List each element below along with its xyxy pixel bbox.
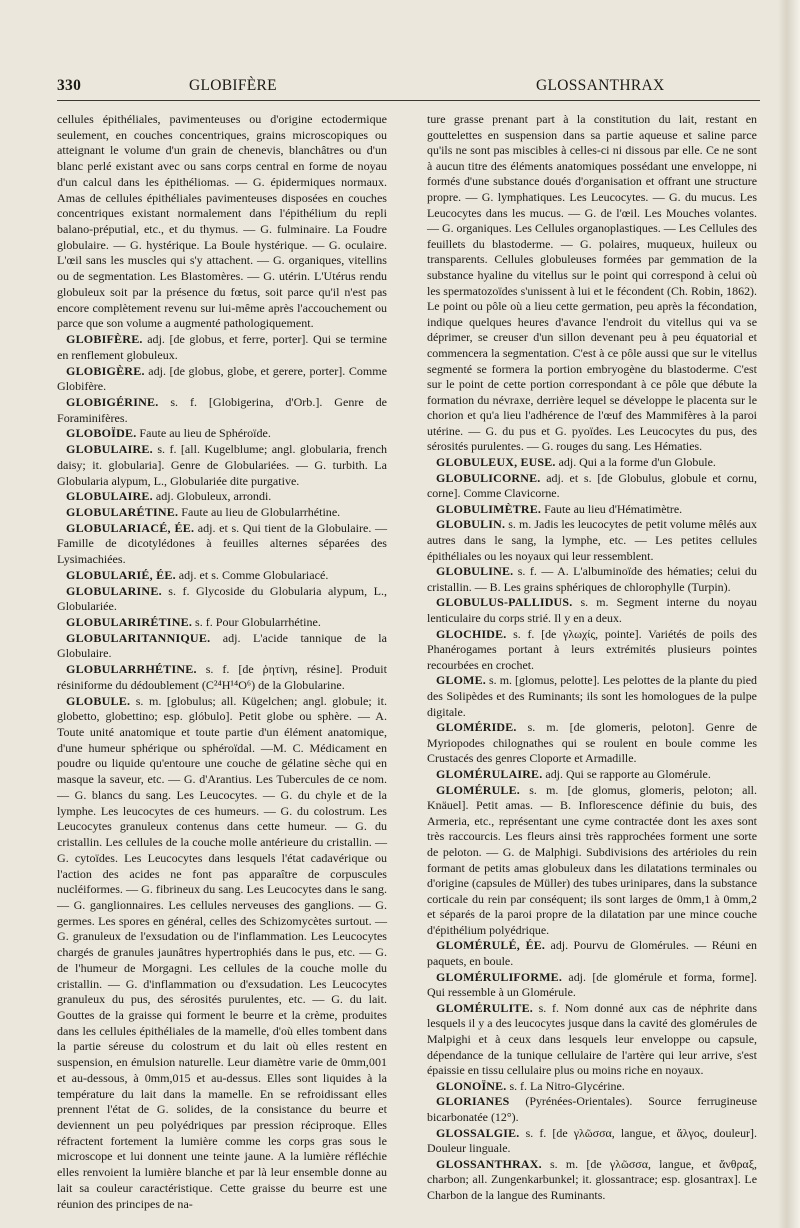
entry-text: adj. Qui a la forme d'un Globule. — [555, 455, 716, 470]
entry-text: (Pyrénées-Orientales). Source ferrugineuse bicarbonatée (12°). — [427, 1094, 757, 1124]
entry-headword: GLOMÉRULIFORME. — [436, 969, 563, 984]
entry-headword: GLOBOÏDE. — [66, 426, 137, 441]
entry-text: s. m. Segment interne du noyau lenticulaire du corps strié. Il y en a deux. — [427, 595, 757, 625]
entry-text: adj. Pourvu de Glomérules. — Réuni en paquets, en boule. — [427, 938, 757, 969]
entry-headword: GLOBIGÉRINE. — [66, 394, 159, 409]
entry-headword: GLOMÉRULITE. — [436, 1000, 533, 1015]
entry-headword: GLOBULIN. — [436, 517, 506, 532]
dictionary-entry — [57, 442, 387, 489]
entry-headword: GLOBULARÉTINE. — [66, 504, 179, 519]
dictionary-entry — [427, 1126, 757, 1157]
dictionary-entry — [427, 455, 757, 471]
dictionary-entry — [57, 631, 387, 662]
header-rule — [57, 100, 760, 101]
dictionary-entry — [427, 517, 757, 564]
entry-text: s. f. [de γλῶσσα, langue, et ἄλγος, douleur]. Douleur linguale. — [427, 1125, 757, 1156]
entry-text: Faute au lieu de Globularrhétine. — [178, 504, 341, 519]
entry-headword: GLOBIFÈRE. — [66, 332, 143, 347]
entry-text: s. f. La Nitro-Glycérine. — [506, 1078, 625, 1093]
page-edge — [778, 0, 800, 1228]
entry-text: Faute au lieu d'Hématimètre. — [541, 501, 683, 516]
entry-text: adj. [de globus, et ferre, porter]. Qui se termine en renflement globuleux. — [57, 332, 387, 362]
dictionary-entry — [57, 662, 387, 693]
entry-headword: GLOBULAIRE. — [66, 489, 153, 504]
dictionary-entry — [57, 521, 387, 568]
dictionary-entry — [57, 489, 387, 505]
dictionary-entry — [427, 502, 757, 518]
entry-headword: GLONOÏNE. — [436, 1078, 507, 1093]
entry-headword: GLOMÉRULAIRE. — [436, 766, 543, 781]
entry-text: s. m. [de γλῶσσα, langue, et ἄνθραξ, charbon; all. Zungenkarbunkel; it. glossantrace; esp. glosantrax]. Le Charbon de la langue des Ruminants. — [427, 1156, 757, 1202]
left-column — [57, 112, 387, 1212]
entry-headword: GLOBULICORNE. — [436, 470, 541, 485]
dictionary-entry — [427, 595, 757, 626]
dictionary-entry — [57, 364, 387, 395]
entry-headword: GLOBULARIRÉTINE. — [66, 615, 193, 629]
dictionary-entry — [427, 112, 757, 455]
entry-text: s. f. [de ῥητίνη, résine]. Produit résiniforme du dédoublement (C²⁴H¹⁴O⁶) de la Globularine. — [57, 662, 387, 692]
entry-text: s. f. Nom donné aux cas de néphrite dans lesquels il y a des leucocytes jusque dans la cavité des glomérules de Malpighi et à ceux dans lesquels leur enveloppe ou capsule, dépendance de la tunique cellulaire de l'artère qui leur arrive, s'est épaissie en tissu cellulaire plus ou moins riche en noyaux. — [427, 1000, 757, 1078]
dictionary-entry — [57, 615, 387, 631]
entry-text: adj. L'acide tannique de la Globulaire. — [57, 630, 387, 661]
entry-text: s. f. [all. Kugelblume; angl. globularia, french daisy; it. globularia]. Genre de Globulariées. — G. turbith. La Globularia alypum, L., Globulariée dite purgative. — [57, 442, 387, 488]
entry-text: s. f. Pour Globularrhétine. — [192, 615, 321, 629]
entry-headword: GLOBULARIACÉ, ÉE. — [66, 520, 195, 535]
entry-text: ture grasse prenant part à la constitution du lait, restant en gouttelettes en suspension dans sa partie aqueuse et saline parce qu'ils ne sont pas miscibles à celles-ci ni dissous par elle. Ce ne sont à aucun titre des éléments anatomiques possédant une enveloppe, ni formés d'une substance doués d'organisation et offrant une structure propre. — G. lymphatiques. Les Leucocytes. — G. du mucus. Les Leucocytes dans les mucus. — G. de l'œil. Les Mouches volantes. — G. organiques. Les Cellules organoplastiques. — Les Cellules des feuillets du blastoderme. — G. polaires, muqueux, huileux ou transparents. Cellules globuleuses formées par gemmation de la substance hyaline du vitellus sur le point qui correspond à celui où les spermatozoïdes s'unissent à lui et le fécondent (Ch. Robin, 1862). Le point ou pôle où a lieu cette germation, peu après la fécondation, indique quelques heures d'avance l'endroit du vitellus qui va se déprimer, se creuser d'un sillon devenant peu à peu équatorial et commencera la segmentation. C'est à ce pôle aussi que sur le vitellus segmenté se formera la portion embryogène du blastoderme. C'est sur le point de cette portion correspondant à ce pôle que débute la formation du névraxe, derrière lequel se développe le placenta sur le chorion et qu'a lieu l'adhérence de l'œuf des Mammifères à la paroi utérine. — G. du pus et G. pyoïdes. Les Leucocytes du pus, des sérosités purulentes. — G. rouges du sang. Les Hématies. — [427, 112, 757, 454]
entry-headword: GLOBULE. — [66, 693, 131, 708]
dictionary-entry — [427, 767, 757, 783]
entry-text: s. m. [de glomus, glomeris, peloton; all. Knäuel]. Petit amas. — B. Inflorescence définie du buis, des Armeria, etc., représentant une cyme contractée dont les axes sont très raccourcis. Les fleurs ainsi très rapprochées forment une sorte de peloton. — G. de Malphigi. Subdivisions des artérioles du rein formant de petits amas globuleux dans les dilatations terminales ou d'origine (capsules de Müller) des tubes urinipares, dans la substance corticale du rein par conséquent; ils sont larges de 0mm,1 à 0mm,2 et séparés de la paroi propre de la dilatation par une mince couche d'épithélium polyédrique. — [427, 782, 757, 937]
dictionary-entry — [57, 112, 387, 332]
entry-text: s. f. — A. L'albuminoïde des hématies; celui du cristallin. — B. Les grains sphériques de chlorophylle (Turpin). — [427, 564, 757, 594]
dictionary-entry — [57, 395, 387, 426]
right-running-head: GLOSSANTHRAX — [536, 77, 665, 94]
entry-text: cellules épithéliales, pavimenteuses ou d'origine ectodermique seulement, en couches concentriques, grains microscopiques ou atteignant le volume d'un grain de chenevis, blanchâtres ou d'un blanc perlé existant avec ou sans corps central en forme de noyau d'un calcul dans les épithéliomas. — G. épidermiques normaux. Amas de cellules épithéliales pavimenteuses disposées en couches concentriques existant normalement dans l'épithélium du repli balano-préputial, etc., et du thymus. — G. fulminaire. La Foudre globulaire. — G. hystérique. La Boule hystérique. — G. oculaire. L'œil sans les muscles qui s'y attachent. — G. organiques, vitellins ou de segmentation. Les Blastomères. — G. utérin. L'Utérus rendu globuleux soit par la présence du fœtus, soit parce qu'il n'est pas encore complètement revenu sur lui-même après l'accouchement ou parce que son volume a augmenté pathologiquement. — [57, 112, 387, 331]
dictionary-entry — [427, 564, 757, 595]
entry-text: s. m. [glomus, pelotte]. Les pelottes de la plante du pied des Solipèdes et des Ruminants; ils sont les homologues de la pulpe digitale. — [427, 673, 757, 719]
entry-text: adj. Globuleux, arrondi. — [152, 489, 272, 504]
page-number: 330 — [57, 77, 82, 94]
entry-headword: GLOSSANTHRAX. — [436, 1156, 542, 1171]
dictionary-entry — [427, 627, 757, 674]
entry-headword: GLOME. — [436, 673, 486, 688]
dictionary-entry — [57, 568, 387, 584]
entry-headword: GLOBULUS-PALLIDUS. — [436, 595, 573, 610]
entry-text: s. f. Glycoside du Globularia alypum, L., Globulariée. — [57, 583, 387, 614]
dictionary-entry — [57, 694, 387, 1213]
dictionary-entry — [427, 1157, 757, 1204]
right-column — [427, 112, 757, 1204]
entry-text: Faute au lieu de Sphéroïde. — [136, 426, 271, 441]
entry-text: s. m. [de glomeris, peloton]. Genre de Myriopodes chilognathes qui se roulent en boule comme les Crustacés des genres Cloporte et Armadille. — [427, 720, 757, 766]
dictionary-entry — [427, 1079, 757, 1095]
left-running-head: GLOBIFÈRE — [189, 77, 277, 94]
entry-headword: GLOBULARINE. — [66, 583, 162, 598]
entry-text: adj. et s. Comme Globulariacé. — [175, 567, 329, 582]
dictionary-entry — [427, 1001, 757, 1079]
dictionary-entry — [57, 426, 387, 442]
dictionary-entry — [427, 673, 757, 720]
dictionary-entry — [57, 505, 387, 521]
dictionary-entry — [427, 720, 757, 767]
entry-headword: GLOBULARITANNIQUE. — [66, 630, 211, 645]
entry-headword: GLOBULEUX, EUSE. — [436, 455, 556, 470]
entry-headword: GLORIANES — [436, 1094, 510, 1109]
entry-headword: GLOMÉRIDE. — [436, 720, 517, 735]
dictionary-entry — [57, 584, 387, 615]
entry-text: adj. Qui se rapporte au Glomérule. — [542, 766, 711, 781]
entry-text: adj. [de glomérule et forma, forme]. Qui ressemble à un Glomérule. — [427, 969, 757, 1000]
dictionary-entry — [427, 938, 757, 969]
entry-headword: GLOMÉRULE. — [436, 782, 520, 797]
entry-headword: GLOBULIMÈTRE. — [436, 501, 542, 516]
entry-text: adj. et s. [de Globulus, globule et cornu, corne]. Comme Clavicorne. — [427, 470, 757, 501]
entry-headword: GLOBULINE. — [436, 564, 514, 579]
entry-headword: GLOBULARRHÉTINE. — [66, 662, 197, 677]
dictionary-entry — [57, 332, 387, 363]
entry-text: s. m. Jadis les leucocytes de petit volume mêlés aux autres dans le sang, la lymphe, etc. — Les petites cellules épithéliales ou les noyaux qui leur ressemblent. — [427, 517, 757, 563]
dictionary-entry — [427, 783, 757, 939]
entry-headword: GLOCHIDE. — [436, 626, 507, 641]
entry-headword: GLOMÉRULÉ, ÉE. — [436, 938, 546, 953]
entry-headword: GLOBIGÈRE. — [66, 363, 145, 378]
entry-headword: GLOBULARIÉ, ÉE. — [66, 567, 176, 582]
dictionary-entry — [427, 970, 757, 1001]
entry-text: s. m. [globulus; all. Kügelchen; angl. globule; it. globetto, globettino; esp. glóbulo]. Petit globe ou sphère. — A. Toute unité anatomique et toute partie d'un élément anatomique, d'une humeur sphérique ou sphéroïdal. —M. C. Médicament en poudre ou liquide qu'entoure une couche de gélatine sèche qui en masque la saveur, etc. — G. d'Arantius. Les Tubercules de ce nom. — G. blancs du sang. Les Leucocytes. — G. du chyle et de la lymphe. Les leucocytes de ces humeurs. — G. du colostrum. Les Leucocytes granuleux contenus dans cette humeur. — G. du cristallin. Les cellules de la couche molle antérieure du cristallin. — G. cytoïdes. Les Leucocytes dans lesquels l'état cadavérique ou l'action des acides ne font pas apparaître de corpuscules nucléiformes. — G. fibrineux du sang. Les Leucocytes dans le sang. — G. ganglionnaires. Les cellules nerveuses des ganglions. — G. germes. Les spores en général, celles des Schizomycètes surtout. — G. granuleux de l'exsudation ou de l'inflammation. Les Leucocytes chargés de granules jaunâtres hypertrophiés dans le pus, etc. — G. de l'humeur de Morgagni. Les cellules de la couche molle du cristallin. — G. d'inflammation ou d'exsudation. Les Leucocytes granuleux du pus, des sérosités purulentes, etc. — G. du lait. Gouttes de la graisse qui forment le beurre et la crème, produites dans les cellules épithéliales de la mamelle, d'où elles tombent dans la partie séreuse du colostrum et du lait où elles restent en suspension, en émulsion naturelle. Leur diamètre varie de 0mm,001 et au-dessous, à 0mm,015 et au-dessus. Elles sont liquides à la température du lait dans la mamelle. En se refroidissant elles prennent l'état de G. solides, de la consistance du beurre et deviennent un peu polyédriques par pression réciproque. Elles réfractent fortement la lumière comme les corps gras sous le microscope et lui donnent une teinte jaune. A la lumière réfléchie elles renvoient la lumière blanche et par là leur ensemble donne au lait sa couleur caractéristique. Cette graisse du beurre est une réunion des principes de na- — [57, 693, 387, 1211]
entry-text: adj. [de globus, globe, et gerere, porter]. Comme Globifère. — [57, 363, 387, 394]
entry-text: s. f. [de γλωχίς, pointe]. Variétés de poils des Phanérogames portant à leurs extrémités plusieurs pointes recourbées en crochet. — [427, 626, 757, 672]
entry-headword: GLOSSALGIE. — [436, 1125, 520, 1140]
entry-text: adj. et s. Qui tient de la Globulaire. — Famille de dicotylédones à feuilles alternes séparées des Lysimachiées. — [57, 520, 387, 567]
dictionary-entry — [427, 471, 757, 502]
dictionary-entry — [427, 1094, 757, 1125]
entry-text: s. f. [Globigerina, d'Orb.]. Genre de Foraminifères. — [57, 394, 387, 425]
entry-headword: GLOBULAIRE. — [66, 442, 153, 457]
